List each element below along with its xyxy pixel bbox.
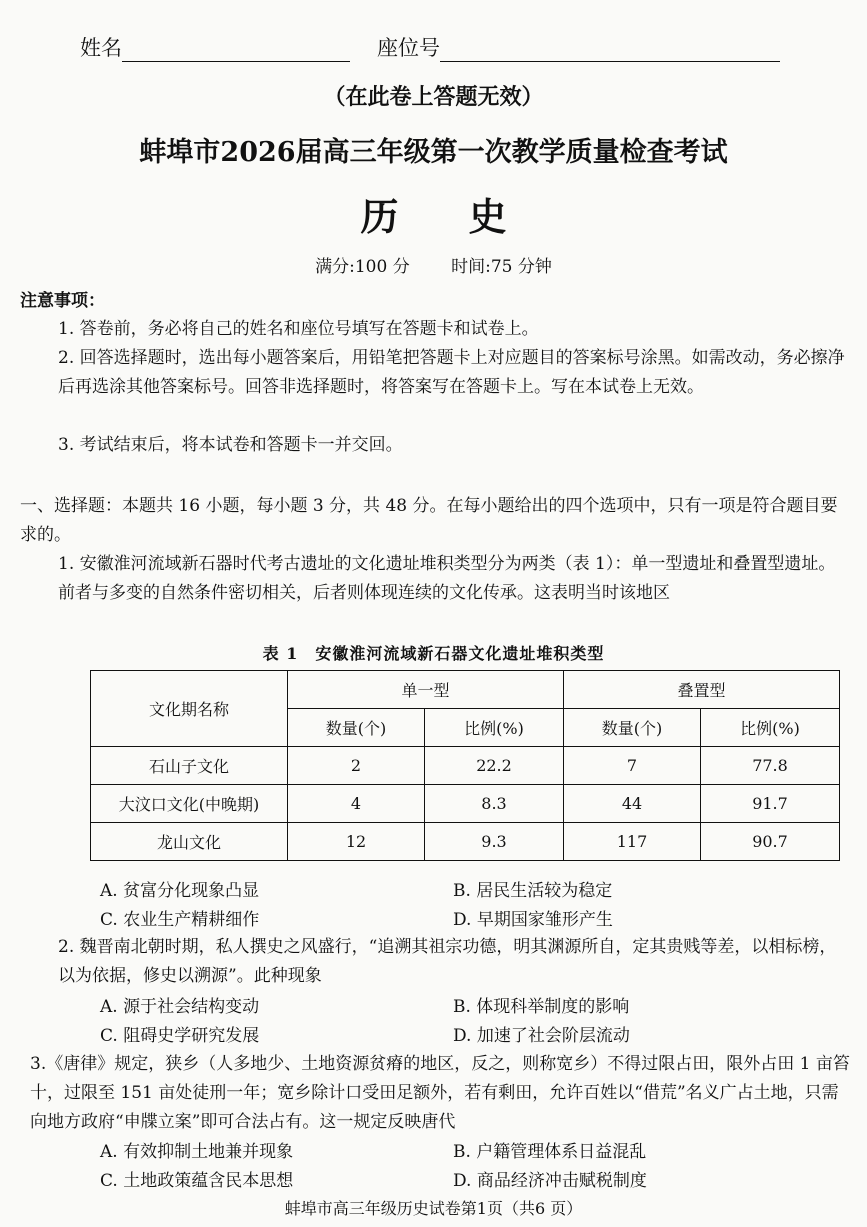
- cell: 12: [288, 823, 425, 861]
- col-header-name: 文化期名称: [91, 671, 288, 747]
- row-name: 龙山文化: [91, 823, 288, 861]
- cell: 8.3: [425, 785, 564, 823]
- cell: 44: [564, 785, 701, 823]
- cell: 2: [288, 747, 425, 785]
- table-row: [91, 747, 840, 785]
- q2-option-d[interactable]: D. 加速了社会阶层流动: [453, 1026, 630, 1046]
- section-heading: 一、选择题：本题共 16 小题，每小题 3 分，共 48 分。在每小题给出的四个选项中，只有一项是符合题目要求的。: [20, 496, 838, 545]
- col-header-single: 单一型: [288, 671, 564, 709]
- seat-blank[interactable]: [440, 37, 780, 62]
- sub-header-count: 数量(个): [564, 709, 701, 747]
- exam-time: 时间:75 分钟: [451, 257, 552, 277]
- cell: 22.2: [425, 747, 564, 785]
- full-score: 满分:100 分: [315, 257, 410, 277]
- q2-option-b[interactable]: B. 体现科举制度的影响: [453, 997, 630, 1017]
- name-label: 姓名: [80, 36, 122, 60]
- cell: 9.3: [425, 823, 564, 861]
- q1-option-b[interactable]: B. 居民生活较为稳定: [453, 881, 613, 901]
- q3-option-a[interactable]: A. 有效抑制土地兼并现象: [100, 1142, 294, 1162]
- invalid-notice: （在此卷上答题无效）: [323, 84, 544, 110]
- exam-title: 蚌埠市2026届高三年级第一次教学质量检查考试: [139, 137, 728, 168]
- row-name: 石山子文化: [91, 747, 288, 785]
- name-field: [80, 32, 350, 62]
- table-caption: 表 1 安徽淮河流域新石器文化遗址堆积类型: [262, 644, 605, 663]
- cell: 91.7: [701, 785, 840, 823]
- score-info: [0, 252, 867, 277]
- instruction-item: [58, 344, 848, 402]
- seat-label: 座位号: [377, 36, 440, 60]
- instruction-item: 3. 考试结束后，将本试卷和答题卡一并交回。: [58, 435, 403, 455]
- instructions-heading: 注意事项：: [20, 291, 105, 311]
- q3-option-c[interactable]: C. 土地政策蕴含民本思想: [100, 1171, 294, 1191]
- subject-title: 历史: [360, 194, 577, 239]
- q3-option-b[interactable]: B. 户籍管理体系日益混乱: [453, 1142, 647, 1162]
- name-blank[interactable]: [122, 37, 350, 62]
- q1-option-c[interactable]: C. 农业生产精耕细作: [100, 910, 260, 930]
- row-name: 大汶口文化(中晚期): [91, 785, 288, 823]
- q1-option-d[interactable]: D. 早期国家雏形产生: [453, 910, 613, 930]
- col-header-stacked: 叠置型: [564, 671, 840, 709]
- q3-option-d[interactable]: D. 商品经济冲击赋税制度: [453, 1171, 647, 1191]
- data-table: [90, 670, 840, 861]
- cell: 7: [564, 747, 701, 785]
- question-1-stem: 1. 安徽淮河流域新石器时代考古遗址的文化遗址堆积类型分为两类（表 1）：单一型遗址和叠置型遗址。前者与多变的自然条件密切相关，后者则体现连续的文化传承。这表明当时该地区: [58, 554, 836, 603]
- cell: 90.7: [701, 823, 840, 861]
- page-footer: 蚌埠市高三年级历史试卷第1页（共6 页）: [284, 1199, 583, 1218]
- q2-option-c[interactable]: C. 阻碍史学研究发展: [100, 1026, 260, 1046]
- cell: 4: [288, 785, 425, 823]
- question-3-stem: 3.《唐律》规定，狭乡（人多地少、土地资源贫瘠的地区，反之，则称宽乡）不得过限占田，限外占田 1 亩笞十，过限至 151 亩处徒刑一年；宽乡除计口受田足额外，若有剩田，允许百姓以“借荒”名义广占土地，只需向地方政府“申牒立案”即可合法占有。这一规定反映唐代: [30, 1054, 850, 1132]
- sub-header-ratio: 比例(%): [701, 709, 840, 747]
- sub-header-ratio: 比例(%): [425, 709, 564, 747]
- table-row: [91, 785, 840, 823]
- instruction-item: 1. 答卷前，务必将自己的姓名和座位号填写在答题卡和试卷上。: [58, 319, 539, 339]
- sub-header-count: 数量(个): [288, 709, 425, 747]
- cell: 117: [564, 823, 701, 861]
- q2-option-a[interactable]: A. 源于社会结构变动: [100, 997, 260, 1017]
- table-row: [91, 823, 840, 861]
- seat-field: [377, 32, 780, 62]
- question-2-stem: 2. 魏晋南北朝时期，私人撰史之风盛行，“追溯其祖宗功德，明其渊源所自，定其贵贱等差，以相标榜，以为依据，修史以溯源”。此种现象: [58, 937, 837, 986]
- instruction-item-text: 2. 回答选择题时，选出每小题答案后，用铅笔把答题卡上对应题目的答案标号涂黑。如需改动，务必擦净后再选涂其他答案标号。回答非选择题时，将答案写在答题卡上。写在本试卷上无效。: [58, 348, 845, 397]
- q1-option-a[interactable]: A. 贫富分化现象凸显: [100, 881, 260, 901]
- cell: 77.8: [701, 747, 840, 785]
